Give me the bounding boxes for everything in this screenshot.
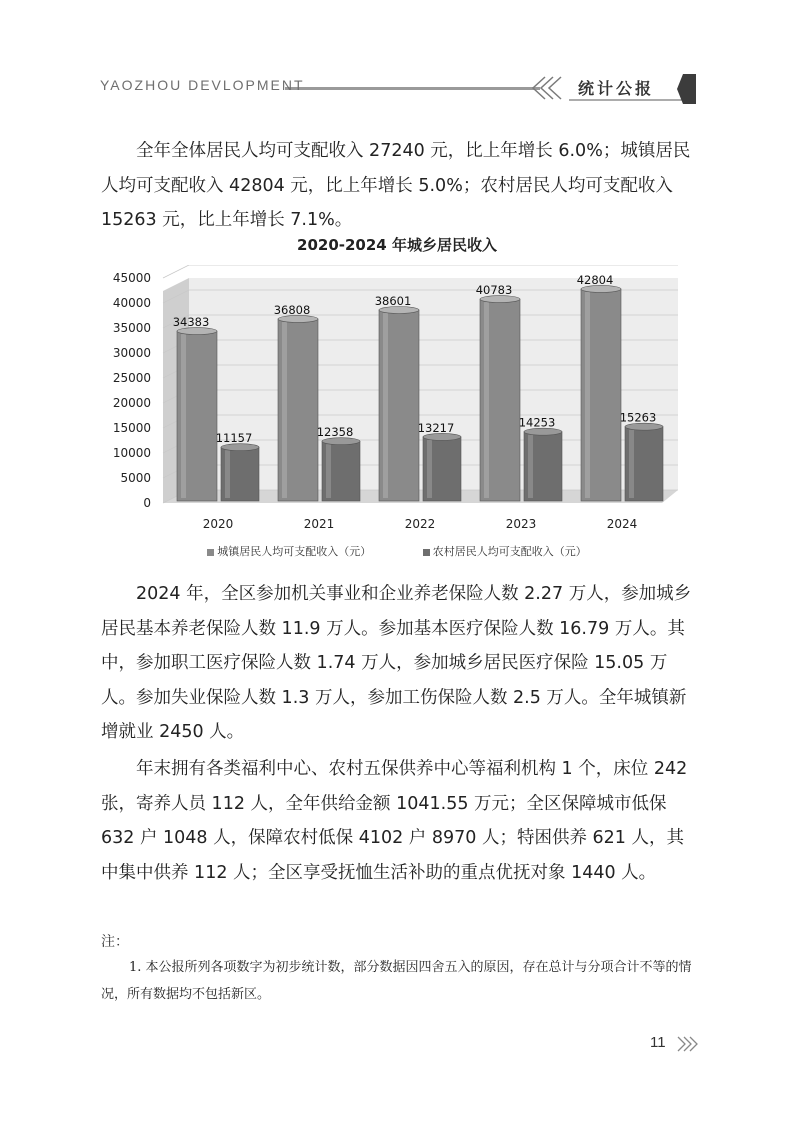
y-tick-label: 45000 bbox=[112, 271, 151, 285]
y-tick-label: 5000 bbox=[120, 471, 151, 485]
chart-y-axis bbox=[113, 271, 151, 510]
y-tick-label: 35000 bbox=[112, 321, 151, 335]
paragraph-insurance bbox=[101, 577, 697, 750]
bar-value-label: 36808 bbox=[273, 302, 311, 317]
header-rule bbox=[285, 87, 540, 90]
y-tick-label: 25000 bbox=[112, 371, 151, 385]
chart-x-axis bbox=[203, 517, 638, 531]
bar-highlight bbox=[326, 444, 331, 498]
x-tick-label: 2022 bbox=[404, 517, 436, 531]
bar-highlight bbox=[282, 322, 287, 498]
paragraph-text: 全年全体居民人均可支配收入 27240 元，比上年增长 6.0%；城镇居民人均可支配收入 42804 元，比上年增长 5.0%；农村居民人均可支配收入 15263 元，比上年增长 7.1%。 bbox=[101, 141, 691, 230]
y-tick-label: 0 bbox=[143, 496, 151, 510]
paragraph-welfare bbox=[101, 752, 697, 890]
y-tick-label: 10000 bbox=[112, 446, 151, 460]
paragraph-income bbox=[101, 134, 697, 238]
income-chart bbox=[0, 265, 794, 540]
y-tick-label: 15000 bbox=[112, 421, 151, 435]
bar-value-label: 13217 bbox=[417, 420, 455, 435]
legend-label: 城镇居民人均可支配收入（元） bbox=[217, 545, 372, 558]
page-chevrons-icon bbox=[672, 1034, 698, 1054]
chart-legend bbox=[0, 543, 794, 559]
paragraph-text: 年末拥有各类福利中心、农村五保供养中心等福利机构 1 个，床位 242 张，寄养人员 112 人，全年供给金额 1041.55 万元；全区保障城市低保 632 户 1048 人，保障农村低保 4102 户 8970 人；特困供养 621 人，其中集中供养 112 人；全区享受抚恤生活补助的重点优抚对象 1440 人。 bbox=[101, 759, 688, 883]
note-text bbox=[101, 954, 697, 1008]
y-tick-label: 40000 bbox=[112, 296, 151, 310]
bar-highlight bbox=[181, 334, 186, 498]
legend-item-urban bbox=[207, 543, 371, 559]
bar-value-label: 40783 bbox=[475, 283, 513, 298]
legend-item-rural bbox=[423, 543, 587, 559]
bar-value-label: 38601 bbox=[374, 293, 412, 308]
paragraph-text: 2024 年，全区参加机关事业和企业养老保险人数 2.27 万人，参加城乡居民基本养老保险人数 11.9 万人。参加基本医疗保险人数 16.79 万人。其中，参加职工医疗保险人数 1.74 万人，参加城乡居民医疗保险 15.05 万人。参加失业保险人数 1.3 万人，参加工伤保险人数 2.5 万人。全年城镇新增就业 2450 人。 bbox=[101, 584, 692, 742]
bar-highlight bbox=[528, 435, 533, 498]
y-tick-label: 20000 bbox=[112, 396, 151, 410]
bar-highlight bbox=[225, 450, 230, 498]
bar-value-label: 34383 bbox=[172, 315, 210, 330]
bar-highlight bbox=[585, 292, 590, 498]
bar-highlight bbox=[629, 430, 634, 498]
header-chevron-icon bbox=[541, 77, 553, 99]
header-title: 统计公报 bbox=[578, 79, 655, 98]
chart-title: 2020-2024 年城乡居民收入 bbox=[297, 236, 497, 254]
header-left-text: YAOZHOU DEVLOPMENT bbox=[100, 77, 305, 93]
bar-value-label: 15263 bbox=[619, 410, 657, 425]
bar-highlight bbox=[427, 440, 432, 498]
bar-value-label: 14253 bbox=[518, 415, 556, 430]
y-tick-label: 30000 bbox=[112, 346, 151, 360]
bar-value-label: 12358 bbox=[316, 425, 354, 440]
x-tick-label: 2024 bbox=[606, 517, 638, 531]
page-number: 11 bbox=[650, 1034, 666, 1051]
bar-highlight bbox=[383, 313, 388, 498]
bar-value-label: 42804 bbox=[576, 272, 614, 287]
x-tick-label: 2021 bbox=[303, 517, 335, 531]
x-tick-label: 2023 bbox=[505, 517, 537, 531]
x-tick-label: 2020 bbox=[202, 517, 234, 531]
legend-swatch-icon bbox=[423, 549, 430, 556]
header-chevron-icon bbox=[549, 77, 561, 99]
bar-value-label: 11157 bbox=[215, 431, 253, 446]
bar-highlight bbox=[484, 302, 489, 498]
legend-swatch-icon bbox=[207, 549, 214, 556]
legend-label: 农村居民人均可支配收入（元） bbox=[432, 545, 587, 558]
note-label: 注： bbox=[101, 934, 129, 950]
note-body: 1. 本公报所列各项数字为初步统计数，部分数据因四舍五入的原因，存在总计与分项合计不等的情况，所有数据均不包括新区。 bbox=[101, 960, 692, 1002]
